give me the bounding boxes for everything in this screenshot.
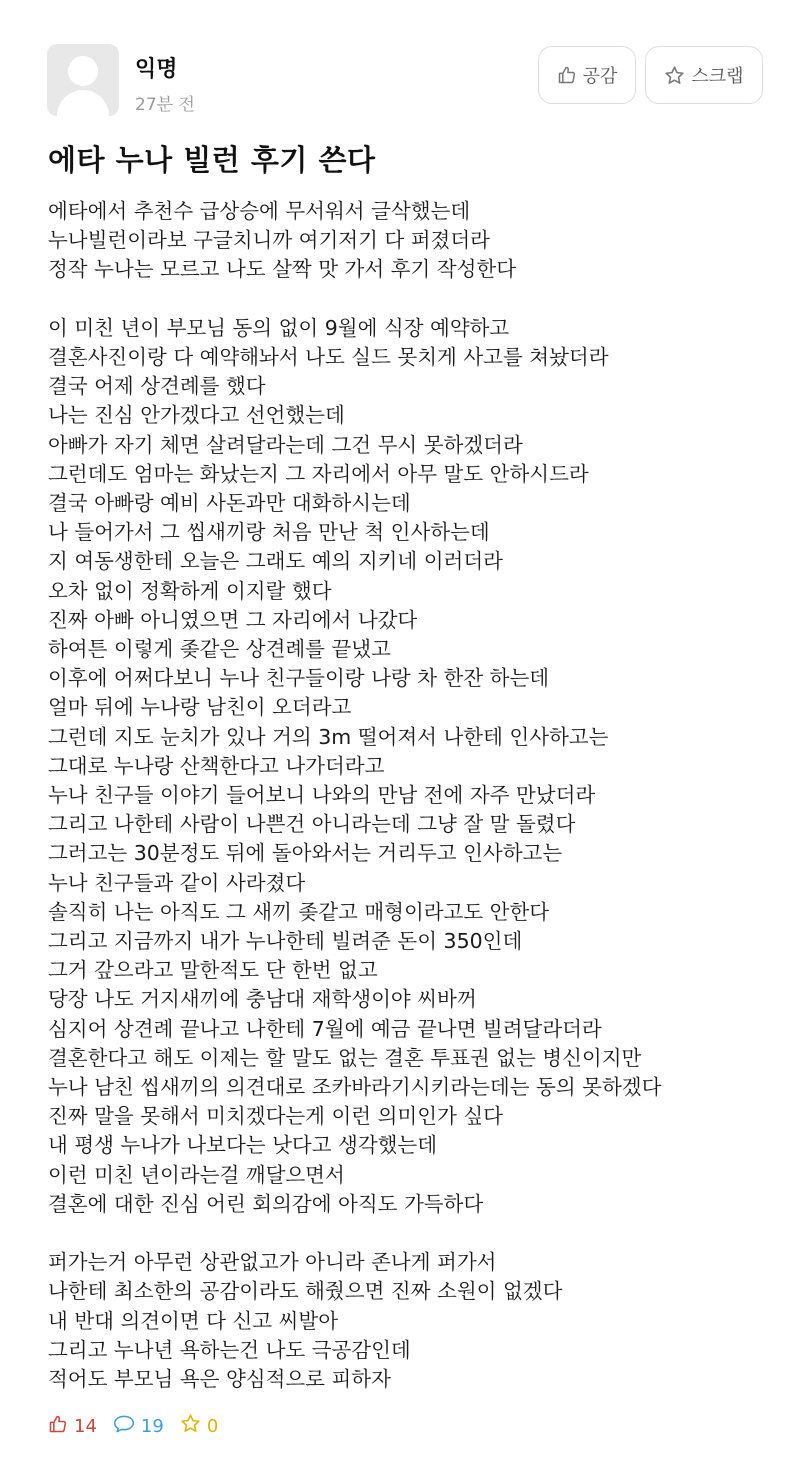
scrap-count-value: 0	[206, 1415, 219, 1437]
thumbs-up-icon	[48, 1414, 68, 1439]
body-line: 진짜 아빠 아니였으면 그 자리에서 나갔다	[48, 607, 418, 632]
star-icon	[664, 65, 685, 86]
like-count	[48, 1414, 97, 1439]
body-paragraph	[48, 197, 768, 285]
body-line: 얼마 뒤에 누나랑 남친이 오더라고	[48, 695, 352, 720]
like-button[interactable]	[538, 46, 636, 104]
body-paragraph	[48, 314, 768, 1219]
body-line: 적어도 부모님 욕은 양심적으로 피하자	[48, 1367, 391, 1392]
post-stats	[48, 1411, 234, 1441]
avatar-body	[57, 90, 109, 116]
star-icon	[180, 1413, 201, 1439]
body-line: 결혼사진이랑 다 예약해놔서 나도 실드 못치게 사고를 쳐놨더라	[48, 345, 609, 369]
body-line: 퍼가는거 아무런 상관없고가 아니라 존나게 퍼가서	[48, 1250, 497, 1275]
body-paragraph	[48, 1248, 768, 1394]
author-name: 익명	[135, 57, 178, 82]
comment-bubble-icon	[113, 1414, 135, 1439]
body-line: 나는 진심 안가겠다고 선언했는데	[48, 403, 345, 428]
body-line: 아빠가 자기 체면 살려달라는데 그건 무시 못하겠더라	[48, 432, 523, 457]
body-line: 누나 남친 씹새끼의 의견대로 조카바라기시키라는데는 동의 못하겠다	[48, 1075, 662, 1100]
body-line: 당장 나도 거지새끼에 충남대 재학생이야 씨바꺼	[48, 987, 477, 1012]
like-button-label: 공감	[582, 66, 618, 87]
body-line: 하여튼 이렇게 좆같은 상견례를 끝냈고	[48, 637, 391, 662]
body-line: 내 반대 의견이면 다 신고 씨발아	[48, 1308, 339, 1333]
body-line: 심지어 상견례 끝나고 나한테 7월에 예금 끝나면 빌려달라더라	[48, 1016, 602, 1041]
avatar-head	[68, 56, 98, 86]
body-line: 그리고 누나년 욕하는건 나도 극공감인데	[48, 1337, 411, 1362]
post-body	[48, 197, 768, 1423]
body-line: 그거 갚으라고 말한적도 단 한번 없고	[48, 958, 378, 983]
body-line: 그대로 누나랑 산책한다고 나가더라고	[48, 753, 385, 778]
body-line: 나한테 최소한의 공감이라도 해줬으면 진짜 소원이 없겠다	[48, 1279, 563, 1304]
like-count-value: 14	[74, 1415, 97, 1437]
avatar	[47, 44, 119, 116]
body-line: 누나빌런이라보 구글치니까 여기저기 다 퍼졌더라	[48, 228, 490, 253]
scrap-button[interactable]	[645, 46, 763, 104]
body-line: 그러고는 30분정도 뒤에 돌아와서는 거리두고 인사하고는	[48, 841, 563, 866]
body-line: 오차 없이 정확하게 이지랄 했다	[48, 578, 332, 603]
body-line: 결혼한다고 해도 이제는 할 말도 없는 결혼 투표권 없는 병신이지만	[48, 1045, 642, 1070]
body-line: 지 여동생한테 오늘은 그래도 예의 지키네 이러더라	[48, 549, 503, 574]
body-line: 그리고 지금까지 내가 누나한테 빌려준 돈이 350인데	[48, 929, 523, 954]
thumbs-up-icon	[557, 65, 577, 85]
body-line: 에타에서 추천수 급상승에 무서워서 글삭했는데	[48, 199, 471, 223]
body-line: 내 평생 누나가 나보다는 낫다고 생각했는데	[48, 1133, 438, 1158]
comment-count	[113, 1414, 164, 1439]
post-time: 27분 전	[135, 95, 195, 115]
body-line: 이런 미친 년이라는걸 깨달으면서	[48, 1162, 345, 1187]
body-line: 그리고 나한테 사람이 나쁜건 아니라는데 그냥 잘 말 돌렸다	[48, 812, 576, 837]
body-line: 누나 친구들과 같이 사라졌다	[48, 870, 306, 895]
body-line: 솔직히 나는 아직도 그 새끼 좆같고 매형이라고도 안한다	[48, 899, 550, 924]
post-header	[0, 0, 787, 120]
comment-count-value: 19	[140, 1415, 164, 1437]
body-line: 정작 누나는 모르고 나도 살짝 맛 가서 후기 작성한다	[48, 257, 516, 282]
body-line: 결국 어제 상견례를 했다	[48, 374, 266, 399]
body-line: 결국 아빠랑 예비 사돈과만 대화하시는데	[48, 491, 411, 516]
body-line: 이후에 어쩌다보니 누나 친구들이랑 나랑 차 한잔 하는데	[48, 666, 550, 691]
body-line: 결혼에 대한 진심 어린 회의감에 아직도 가득하다	[48, 1191, 484, 1216]
body-line: 누나 친구들 이야기 들어보니 나와의 만남 전에 자주 만났더라	[48, 783, 596, 808]
body-line: 그런데도 엄마는 화났는지 그 자리에서 아무 말도 안하시드라	[48, 461, 589, 486]
body-line: 진짜 말을 못해서 미치겠다는게 이런 의미인가 싶다	[48, 1104, 503, 1129]
scrap-count	[180, 1413, 218, 1439]
post-title: 에타 누나 빌런 후기 쓴다	[48, 143, 376, 177]
body-line: 그런데 지도 눈치가 있나 거의 3m 떨어져서 나한테 인사하고는	[48, 724, 609, 749]
body-line: 나 들어가서 그 씹새끼랑 처음 만난 척 인사하는데	[48, 520, 490, 545]
scrap-button-label: 스크랩	[691, 66, 744, 87]
body-line: 이 미친 년이 부모님 동의 없이 9월에 식장 예약하고	[48, 315, 510, 340]
